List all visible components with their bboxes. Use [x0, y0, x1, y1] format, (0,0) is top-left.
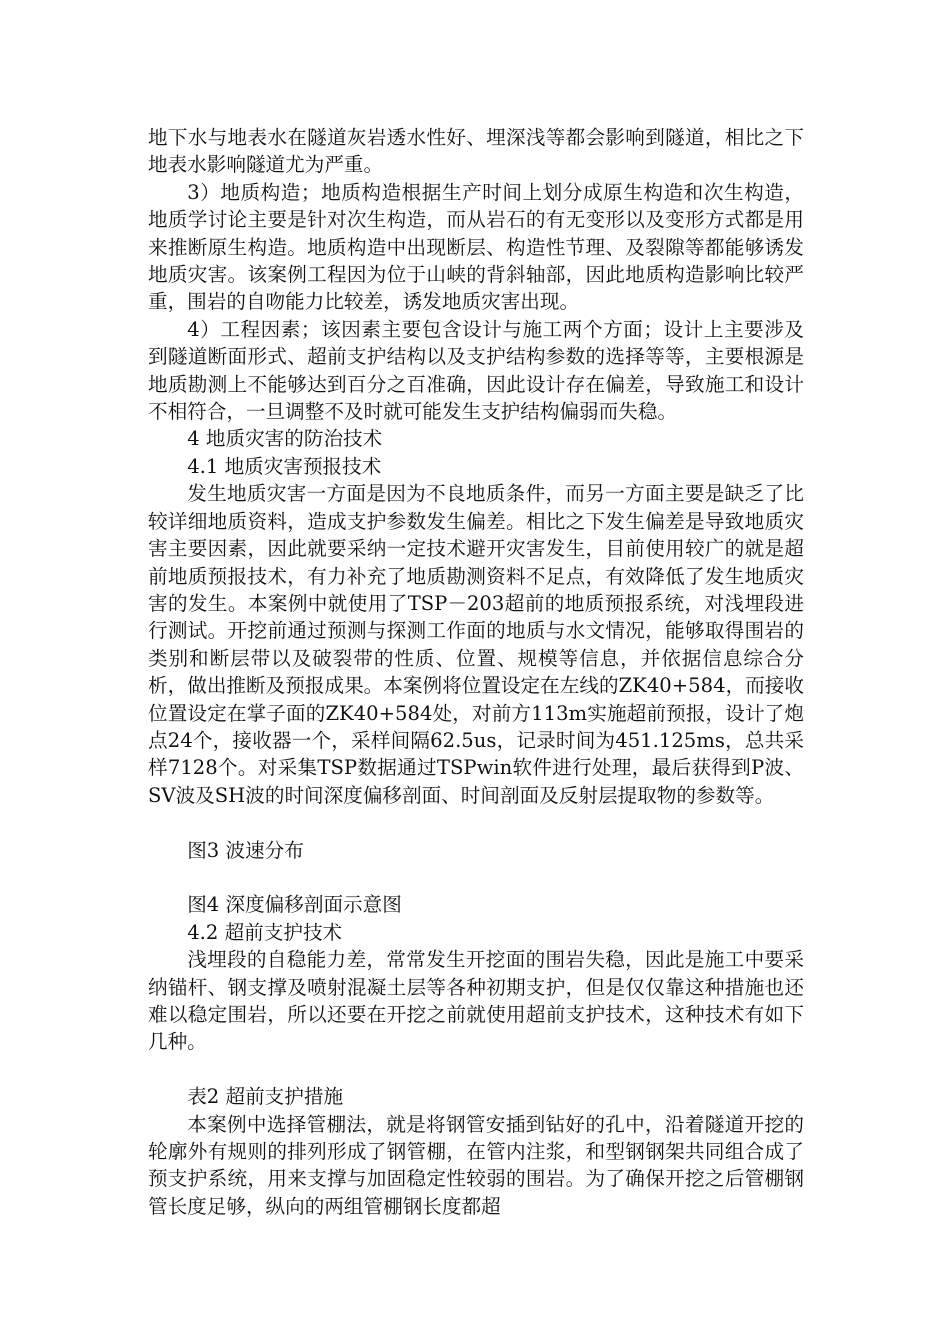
section-heading-4-2: 4.2 超前支护技术 — [187, 920, 343, 944]
paragraph-advance-support: 浅埋段的自稳能力差，常常发生开挖面的围岩失稳，因此是施工中要采纳锚杆、钢支撑及喷射混凝土层等各种初期支护，但是仅仅靠这种措施也还难以稳定围岩，所以还要在开挖之前就使用超前支护技术，这种技术有如下几种。 — [148, 948, 804, 1054]
figure-caption-3: 图3 波速分布 — [187, 838, 304, 862]
paragraph-pipe-roof-method: 本案例中选择管棚法，就是将钢管安插到钻好的孔中，沿着隧道开挖的轮廓外有规则的排列形成了钢管棚，在管内注浆，和型钢钢架共同组合成了预支护系统，用来支撑与加固稳定性较弱的围岩。为了确保开挖之后管棚钢管长度足够，纵向的两组管棚钢长度都超 — [148, 1112, 804, 1218]
paragraph-geologic-structure: 3）地质构造；地质构造根据生产时间上划分成原生构造和次生构造，地质学讨论主要是针对次生构造，而从岩石的有无变形以及变形方式都是用来推断原生构造。地质构造中出现断层、构造性节理、及裂隙等都能够诱发地质灾害。该案例工程因为位于山峡的背斜轴部，因此地质构造影响比较严重，围岩的自吻能力比较差，诱发地质灾害出现。 — [148, 180, 804, 314]
paragraph-groundwater: 地下水与地表水在隧道灰岩透水性好、埋深浅等都会影响到隧道，相比之下地表水影响隧道尤为严重。 — [148, 126, 804, 177]
section-heading-4: 4 地质灾害的防治技术 — [187, 427, 383, 451]
table-caption-2: 表2 超前支护措施 — [187, 1085, 344, 1109]
figure-caption-4: 图4 深度偏移剖面示意图 — [187, 893, 402, 917]
paragraph-forecast-technique: 发生地质灾害一方面是因为不良地质条件，而另一方面主要是缺乏了比较详细地质资料，造成支护参数发生偏差。相比之下发生偏差是导致地质灾害主要因素，因此就要采纳一定技术避开灾害发生，目前使用较广的就是超前地质预报技术，有力补充了地质勘测资料不足点，有效降低了发生地质灾害的发生。本案例中就使用了TSP－203超前的地质预报系统，对浅埋段进行测试。开挖前通过预测与探测工作面的地质与水文情况，能够取得围岩的类别和断层带以及破裂带的性质、位置、规模等信息，并依据信息综合分析，做出推断及预报成果。本案例将位置设定在左线的ZK40+584，而接收位置设定在掌子面的ZK40+584处，对前方113m实施超前预报，设计了炮点24个，接收器一个，采样间隔62.5us，记录时间为451.125ms，总共采样7128个。对采集TSP数据通过TSPwin软件进行处理，最后获得到P波、SV波及SH波的时间深度偏移剖面、时间剖面及反射层提取物的参数等。 — [148, 482, 804, 807]
section-heading-4-1: 4.1 地质灾害预报技术 — [187, 454, 382, 478]
document-body — [148, 124, 804, 1220]
paragraph-engineering-factors: 4）工程因素；该因素主要包含设计与施工两个方面；设计上主要涉及到隧道断面形式、超前支护结构以及支护结构参数的选择等等，主要根源是地质勘测上不能够达到百分之百准确，因此设计存在偏差，导致施工和设计不相符合，一旦调整不及时就可能发生支护结构偏弱而失稳。 — [148, 317, 804, 424]
